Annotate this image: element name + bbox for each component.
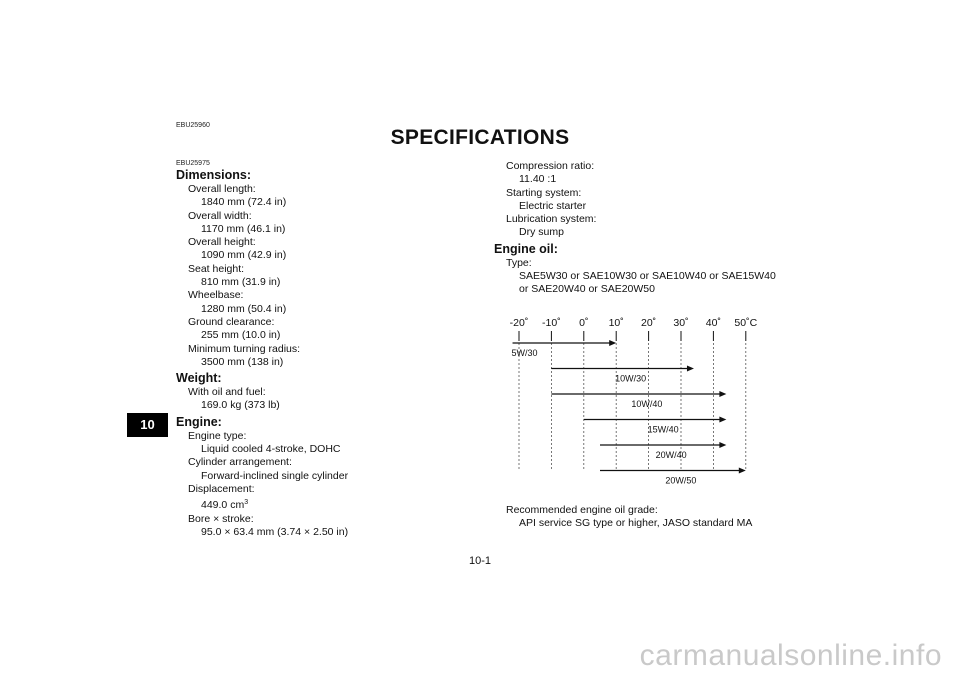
dimensions-list <box>176 183 476 369</box>
tick-label: 20˚ <box>641 317 657 329</box>
spec-label: Minimum turning radius: <box>188 342 301 355</box>
displacement-value: 449.0 cm <box>201 499 245 512</box>
tick-label: 0˚ <box>579 317 589 329</box>
spec-value: 255 mm (10.0 in) <box>201 329 281 342</box>
spec-value: 1280 mm (50.4 in) <box>201 302 287 315</box>
oil-type-line: SAE5W30 or SAE10W30 or SAE10W40 or SAE15W40 <box>519 270 776 283</box>
spec-value: 1840 mm (72.4 in) <box>201 196 287 209</box>
title-code: EBU25960 <box>176 122 210 129</box>
tick-label: 10˚ <box>608 317 624 329</box>
series-label-15w-40: 15W/40 <box>647 424 679 435</box>
spec-value: Forward-inclined single cylinder <box>201 469 349 482</box>
tick-label: 50˚C <box>734 317 758 329</box>
dimensions-code: EBU25975 <box>176 160 210 167</box>
page-number: 10-1 <box>468 555 492 567</box>
series-label-20w-50: 20W/50 <box>665 475 697 486</box>
tick-label: -20˚ <box>509 317 529 329</box>
tick-label: -10˚ <box>542 317 561 329</box>
spec-value: 810 mm (31.9 in) <box>201 276 281 289</box>
series-label-10w-40: 10W/40 <box>631 399 663 409</box>
spec-label: Starting system: <box>506 186 582 199</box>
engine-heading: Engine: <box>176 414 222 429</box>
right-column <box>494 160 824 297</box>
spec-label: Overall width: <box>188 209 252 222</box>
spec-label: Overall height: <box>188 236 256 249</box>
spec-value <box>176 496 476 512</box>
displacement-superscript: 3 <box>244 499 249 507</box>
range-arrow-10w-30 <box>687 366 694 372</box>
series-label-5w-30: 5W/30 <box>511 348 538 358</box>
oil-grade-label: Recommended engine oil grade: <box>506 504 658 516</box>
series-label-10w-30: 10W/30 <box>615 373 647 384</box>
spec-label: Engine type: <box>188 429 247 442</box>
tick-label: 40˚ <box>705 317 721 329</box>
engine-oil-heading: Engine oil: <box>494 241 558 256</box>
oil-grade-block <box>494 504 824 531</box>
spec-value: Electric starter <box>519 199 587 212</box>
spec-value: 1090 mm (42.9 in) <box>201 249 287 262</box>
oil-grade-value: API service SG type or higher, JASO standard MA <box>519 517 753 530</box>
section-tab: 10 <box>127 413 168 437</box>
range-arrow-10w-40 <box>719 391 726 397</box>
spec-value: 1170 mm (46.1 in) <box>201 222 286 235</box>
dimensions-heading: Dimensions: <box>176 168 252 182</box>
range-arrow-20w-50 <box>739 468 746 474</box>
oil-type-line: or SAE20W40 or SAE20W50 <box>519 283 655 296</box>
spec-label: Displacement: <box>188 482 255 495</box>
spec-label: Cylinder arrangement: <box>188 456 292 469</box>
watermark: carmanualsonline.info <box>639 639 942 672</box>
spec-value: 3500 mm (138 in) <box>201 355 284 368</box>
spec-value: 11.40 :1 <box>519 173 557 186</box>
range-arrow-5w-30 <box>609 340 616 346</box>
spec-label: Bore × stroke: <box>188 512 254 525</box>
spec-label: With oil and fuel: <box>188 386 266 399</box>
spec-label: Seat height: <box>188 262 245 275</box>
oil-type-label: Type: <box>506 256 532 269</box>
left-column <box>176 160 476 539</box>
page-title: SPECIFICATIONS <box>390 126 570 149</box>
spec-value: 95.0 × 63.4 mm (3.74 × 2.50 in) <box>201 525 349 538</box>
spec-value: Liquid cooled 4-stroke, DOHC <box>201 443 341 456</box>
tick-label: 30˚ <box>673 317 689 329</box>
spec-label: Overall length: <box>188 183 256 195</box>
spec-label: Compression ratio: <box>506 160 595 172</box>
spec-label: Ground clearance: <box>188 315 275 328</box>
series-label-20w-40: 20W/40 <box>655 450 687 460</box>
spec-value: Dry sump <box>519 226 564 239</box>
range-arrow-20w-40 <box>719 442 726 448</box>
spec-label: Wheelbase: <box>188 289 244 302</box>
oil-viscosity-chart <box>500 313 770 486</box>
range-arrow-15w-40 <box>719 417 726 423</box>
spec-label: Lubrication system: <box>506 213 597 226</box>
spec-value: 169.0 kg (373 lb) <box>201 399 280 412</box>
weight-heading: Weight: <box>176 371 222 386</box>
